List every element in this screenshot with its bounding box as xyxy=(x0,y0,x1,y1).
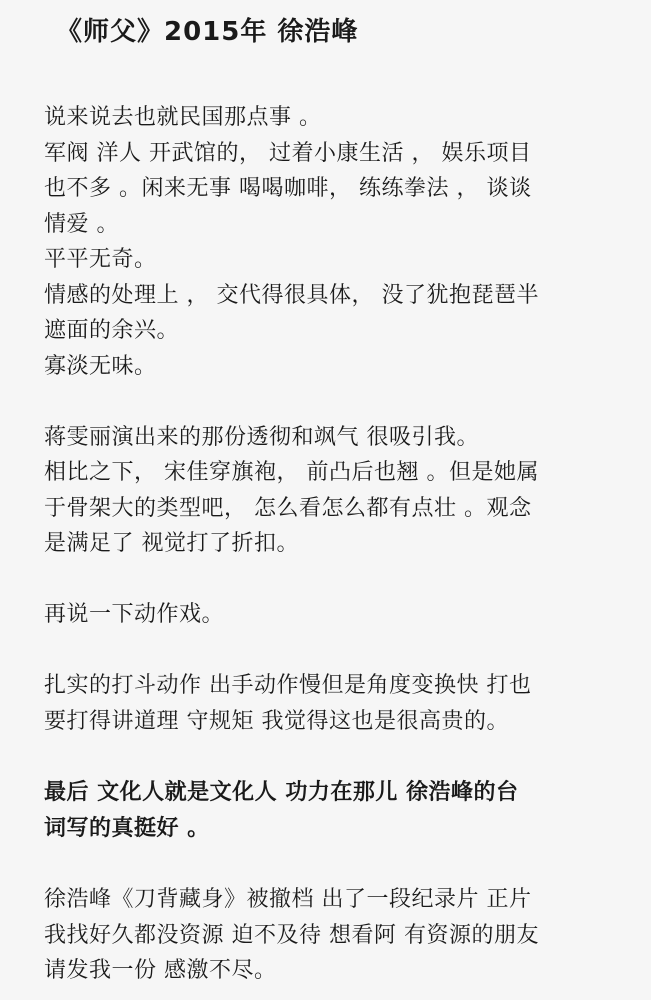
paragraph-action-intro xyxy=(44,597,611,633)
text-line: 请发我一份 感激不尽。 xyxy=(44,958,277,983)
text-line: 要打得讲道理 守规矩 我觉得这也是很高贵的。 xyxy=(44,708,509,734)
text-line: 寡淡无味。 xyxy=(44,353,157,379)
paragraph-story xyxy=(44,100,611,384)
text-line: 扎实的打斗动作 出手动作慢但是角度变换快 打也 xyxy=(44,673,532,698)
paragraph-action xyxy=(44,668,611,739)
paragraph-request xyxy=(44,882,611,989)
text-line: 于骨架大的类型吧， 怎么看怎么都有点壮 。观念 xyxy=(44,495,532,521)
text-line: 军阀 洋人 开武馆的， 过着小康生活 ， 娱乐项目 xyxy=(44,140,532,166)
text-line: 徐浩峰《刀背藏身》被撤档 出了一段纪录片 正片 xyxy=(44,887,532,912)
text-line: 说来说去也就民国那点事 。 xyxy=(44,105,322,130)
paragraph-actors xyxy=(44,420,611,562)
text-line: 遮面的余兴。 xyxy=(44,318,180,343)
text-line: 我找好久都没资源 迫不及待 想看阿 有资源的朋友 xyxy=(44,922,539,948)
paragraph-dialogue-bold xyxy=(44,775,611,847)
paragraph-gap xyxy=(44,739,611,775)
paragraph-gap xyxy=(44,562,611,598)
text-line-bold: 词写的真挺好 。 xyxy=(44,815,210,841)
text-line: 情爱 。 xyxy=(44,211,119,237)
text-line-bold: 最后 文化人就是文化人 功力在那儿 徐浩峰的台 xyxy=(44,779,519,805)
text-line: 相比之下， 宋佳穿旗袍， 前凸后也翘 。但是她属 xyxy=(44,460,539,485)
text-line: 蒋雯丽演出来的那份透彻和飒气 很吸引我。 xyxy=(44,424,479,450)
text-line: 也不多 。闲来无事 喝喝咖啡， 练练拳法 ， 谈谈 xyxy=(44,176,532,201)
text-line: 平平无奇。 xyxy=(44,247,157,272)
paragraph-gap xyxy=(44,384,611,420)
text-line: 再说一下动作戏。 xyxy=(44,602,225,627)
paragraph-gap xyxy=(44,633,611,669)
text-line: 是满足了 视觉打了折扣。 xyxy=(44,531,299,556)
page-title: 《师父》2015年 徐浩峰 xyxy=(56,17,359,47)
text-line: 情感的处理上 ， 交代得很具体， 没了犹抱琵琶半 xyxy=(44,282,539,308)
paragraph-gap xyxy=(44,847,611,883)
note-body xyxy=(44,100,611,989)
